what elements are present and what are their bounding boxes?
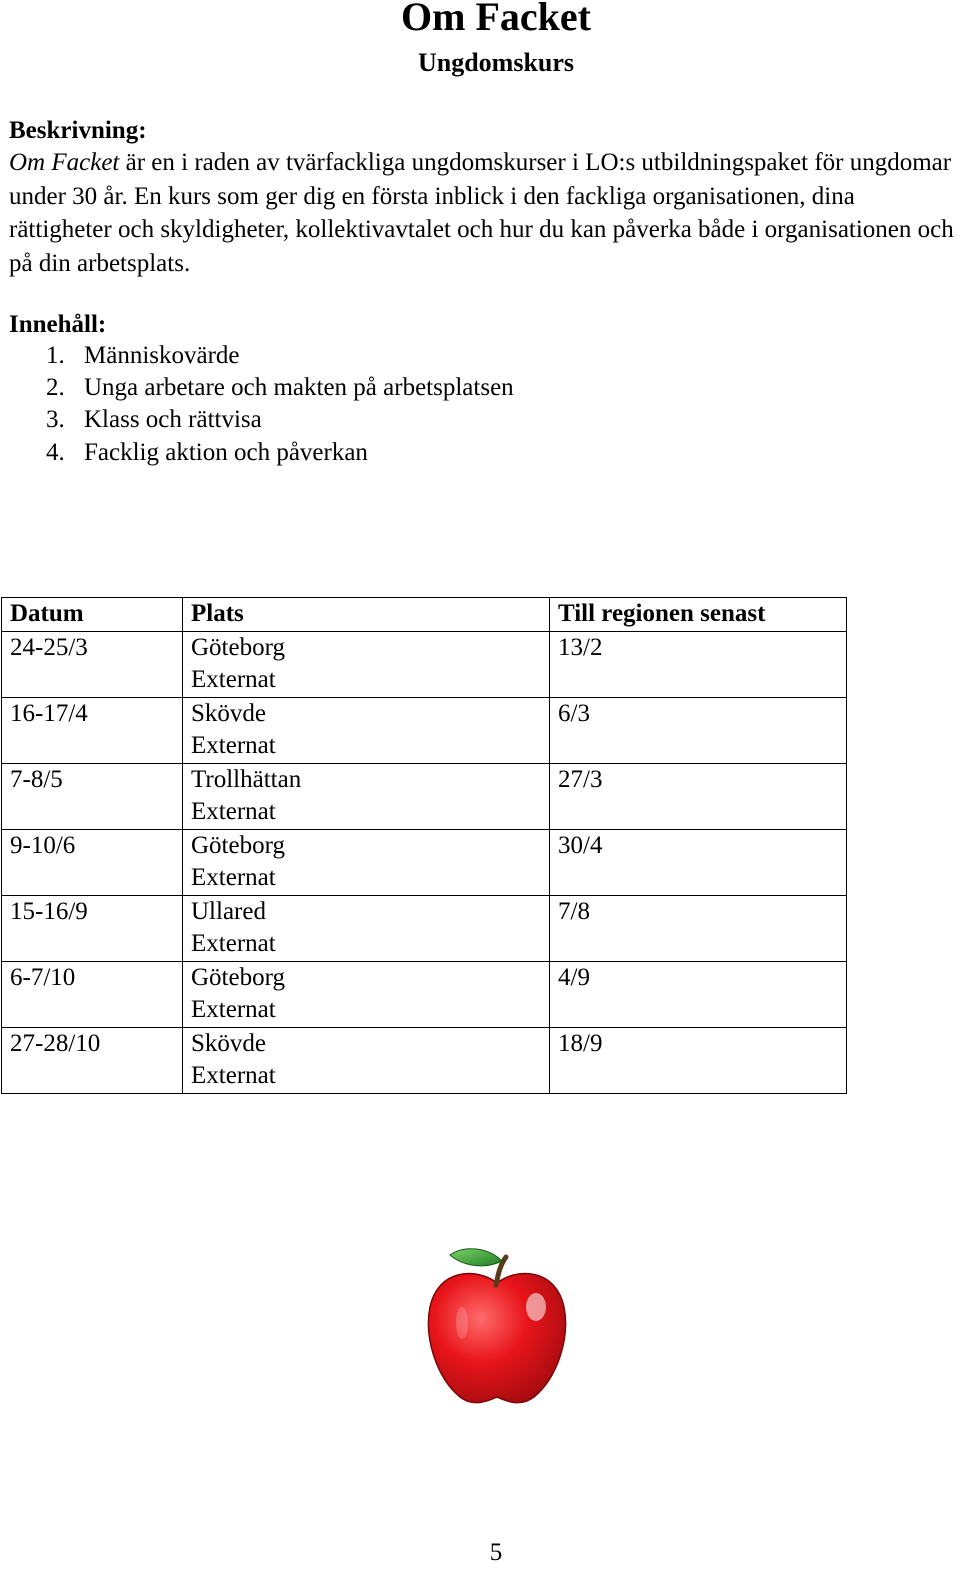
content-item: 2. Unga arbetare och makten på arbetsplatsen [46,374,514,402]
page-subtitle: Ungdomskurs [417,48,575,77]
date-cell: 16-17/4 [2,697,183,763]
date-cell: 15-16/9 [2,895,183,961]
place-cell: Trollhättan Externat [183,763,550,829]
apple-highlight-small [456,1307,468,1339]
apple-body [428,1274,565,1403]
place-cell: Göteborg Externat [183,829,550,895]
description-text [9,146,954,280]
column-header-date: Datum [2,598,183,632]
apple-icon [424,1245,570,1407]
table-header-row [2,598,847,632]
description-body: är en i raden av tvärfackliga ungdomskurser i LO:s utbildningspaket för ungdomar under 30 år. En kurs som ger dig en första inblick i den fackliga organisationen, dina rättigheter och skyldigheter, kollektivavtalet och hur du kan påverka både i organisationen och på din arbetsplats. [9,149,954,277]
deadline-cell: 30/4 [550,829,847,895]
description-heading: Beskrivning: [9,117,147,144]
date-cell: 27-28/10 [2,1027,183,1093]
content-item: 1. Människovärde [46,342,240,369]
page-number: 5 [489,1539,503,1566]
place-cell: Göteborg Externat [183,631,550,697]
place-cell: Skövde Externat [183,697,550,763]
apple-highlight [526,1293,546,1321]
content-item: 4. Facklig aktion och påverkan [46,438,368,466]
page-title: Om Facket [401,0,591,39]
table-row [2,631,847,697]
deadline-cell: 13/2 [550,631,847,697]
deadline-cell: 7/8 [550,895,847,961]
date-cell: 7-8/5 [2,763,183,829]
content-item: 3. Klass och rättvisa [46,406,262,434]
column-header-deadline: Till regionen senast [550,598,847,632]
deadline-cell: 27/3 [550,763,847,829]
place-cell: Skövde Externat [183,1027,550,1093]
deadline-cell: 18/9 [550,1027,847,1093]
apple-leaf [450,1249,502,1266]
place-cell: Ullared Externat [183,895,550,961]
table-row [2,1027,847,1093]
content-list [46,340,514,469]
column-header-place: Plats [183,598,550,632]
table-row [2,895,847,961]
deadline-cell: 4/9 [550,961,847,1027]
content-heading: Innehåll: [9,311,107,338]
table-row [2,763,847,829]
schedule-table [1,597,847,1094]
place-cell: Göteborg Externat [183,961,550,1027]
course-name: Om Facket [9,149,120,176]
table-row [2,829,847,895]
date-cell: 24-25/3 [2,631,183,697]
deadline-cell: 6/3 [550,697,847,763]
date-cell: 6-7/10 [2,961,183,1027]
table-row [2,961,847,1027]
date-cell: 9-10/6 [2,829,183,895]
table-row [2,697,847,763]
